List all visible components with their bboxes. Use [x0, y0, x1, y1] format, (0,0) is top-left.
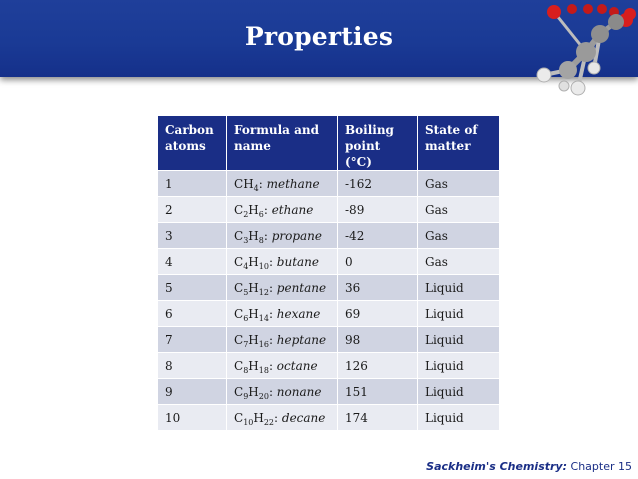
state-of-matter: Liquid	[418, 327, 500, 353]
carbon-count: 10	[158, 405, 227, 431]
state-of-matter: Liquid	[418, 379, 500, 405]
molecule-model-icon	[528, 0, 638, 100]
compound-name: hexane	[276, 306, 321, 321]
carbon-count: 4	[158, 249, 227, 275]
boiling-point: 0	[338, 249, 418, 275]
boiling-point: -162	[338, 171, 418, 197]
formula-cell: $C_6H_{14}$: hexane	[227, 301, 338, 327]
compound-name: pentane	[276, 280, 327, 295]
table-row	[158, 405, 500, 431]
formula-cell: $C_9H_{20}$: nonane	[227, 379, 338, 405]
compound-name: propane	[271, 228, 323, 243]
compound-name: octane	[276, 358, 318, 373]
boiling-point: 151	[338, 379, 418, 405]
header-state: State of matter	[418, 116, 500, 171]
carbon-count: 6	[158, 301, 227, 327]
formula-cell: $C_2H_6$: ethane	[227, 197, 338, 223]
table-row	[158, 301, 500, 327]
footer-book-title: Sackheim's Chemistry:	[426, 460, 568, 473]
boiling-point: -89	[338, 197, 418, 223]
alkane-properties-table	[157, 115, 500, 431]
state-of-matter: Gas	[418, 249, 500, 275]
boiling-point: 69	[338, 301, 418, 327]
carbon-count: 5	[158, 275, 227, 301]
boiling-point: -42	[338, 223, 418, 249]
boiling-point: 126	[338, 353, 418, 379]
compound-name: decane	[281, 410, 326, 425]
state-of-matter: Liquid	[418, 353, 500, 379]
boiling-point: 174	[338, 405, 418, 431]
formula-cell: $C_4H_{10}$: butane	[227, 249, 338, 275]
formula-cell: $CH_4$: methane	[227, 171, 338, 197]
compound-name: butane	[276, 254, 320, 269]
compound-name: heptane	[276, 332, 327, 347]
table-row	[158, 379, 500, 405]
formula-cell: $C_5H_{12}$: pentane	[227, 275, 338, 301]
carbon-count: 9	[158, 379, 227, 405]
formula-cell: $C_7H_{16}$: heptane	[227, 327, 338, 353]
carbon-count: 7	[158, 327, 227, 353]
formula-cell: $C_8H_{18}$: octane	[227, 353, 338, 379]
state-of-matter: Liquid	[418, 405, 500, 431]
formula-cell: $C_3H_8$: propane	[227, 223, 338, 249]
page-title: Properties	[244, 22, 394, 51]
table-row	[158, 171, 500, 197]
table-row	[158, 275, 500, 301]
table-row	[158, 249, 500, 275]
header-carbon-atoms: Carbon atoms	[158, 116, 227, 171]
table-row	[158, 197, 500, 223]
state-of-matter: Liquid	[418, 301, 500, 327]
state-of-matter: Gas	[418, 197, 500, 223]
state-of-matter: Gas	[418, 223, 500, 249]
state-of-matter: Liquid	[418, 275, 500, 301]
compound-name: ethane	[271, 202, 314, 217]
header-formula-name: Formula and name	[227, 116, 338, 171]
table-header-row	[158, 116, 500, 171]
footer-chapter: Chapter 15	[570, 460, 632, 473]
compound-name: nonane	[276, 384, 322, 399]
formula-cell: $C_{10}H_{22}$: decane	[227, 405, 338, 431]
header-boiling-point: Boiling point (°C)	[338, 116, 418, 171]
footer-citation	[426, 460, 632, 473]
carbon-count: 2	[158, 197, 227, 223]
carbon-count: 1	[158, 171, 227, 197]
table-row	[158, 353, 500, 379]
state-of-matter: Gas	[418, 171, 500, 197]
boiling-point: 98	[338, 327, 418, 353]
boiling-point: 36	[338, 275, 418, 301]
table-row	[158, 223, 500, 249]
carbon-count: 3	[158, 223, 227, 249]
carbon-count: 8	[158, 353, 227, 379]
compound-name: methane	[266, 176, 320, 191]
table-row	[158, 327, 500, 353]
